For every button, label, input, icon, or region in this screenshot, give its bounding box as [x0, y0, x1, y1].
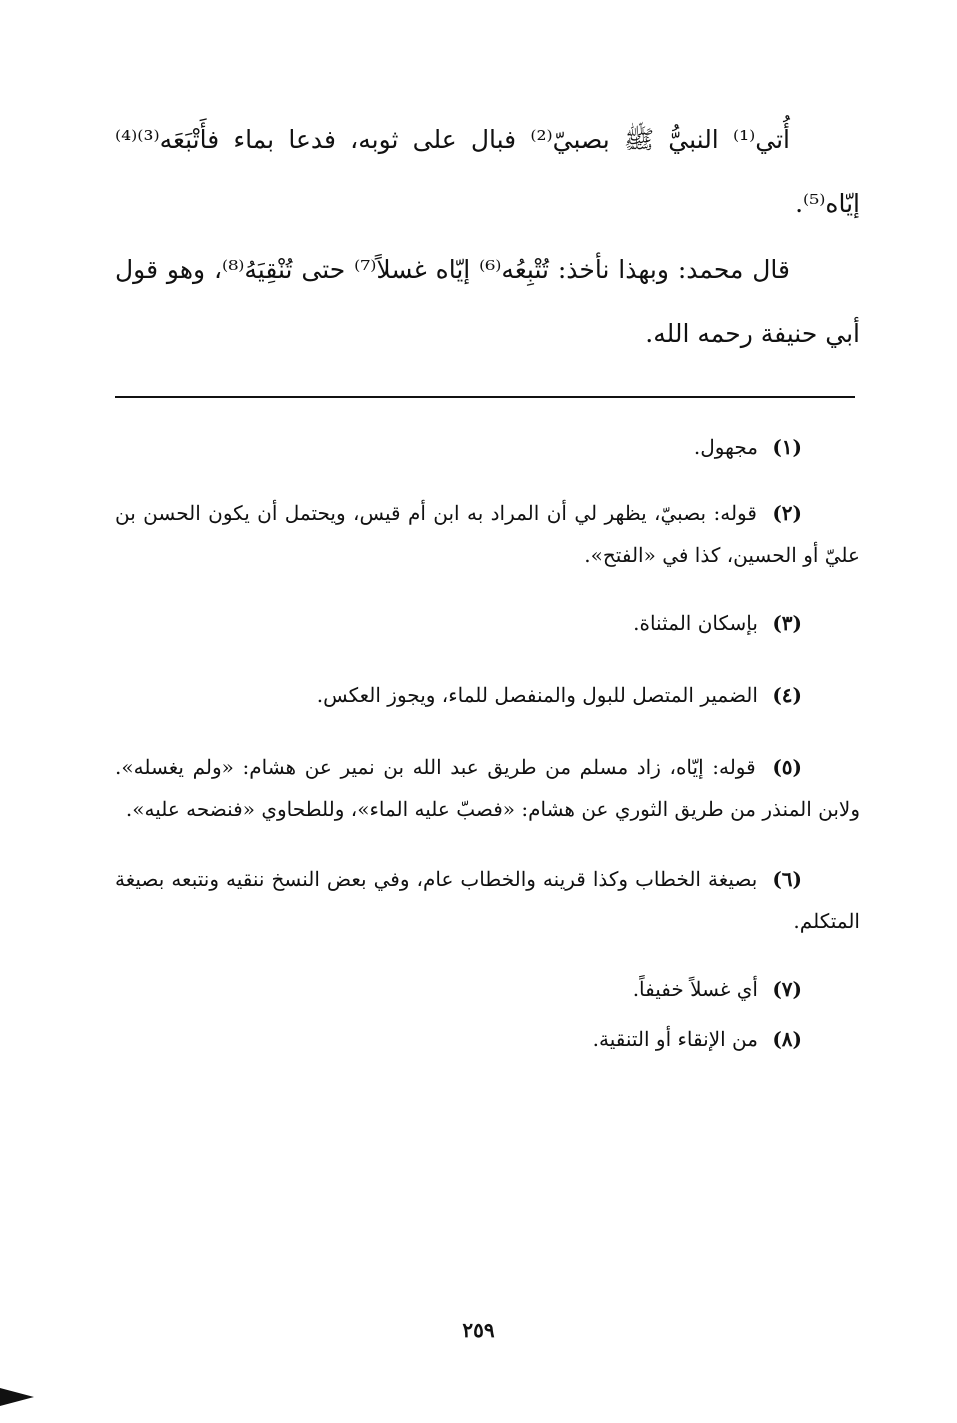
footnote-8: [115, 1018, 860, 1060]
main-paragraph-hadith: أُتي⁽¹⁾ النبيُّ ﷺ بصبيّ⁽²⁾ فبال على ثوبه، فدعا بماء فأَتْبَعَه⁽³⁾⁽⁴⁾ إيّاه⁽⁵⁾.: [115, 125, 860, 218]
footnote-number: (١): [772, 435, 802, 459]
footnote-number: (٦): [772, 867, 802, 891]
footnote-text: قوله: بصبيّ، يظهر لي أن المراد به ابن أم قيس، ويحتمل أن يكون الحسن بن عليّ أو الحسين، كذا في «الفتح».: [115, 501, 860, 567]
footnote-5: [115, 746, 860, 830]
footnote-2: [115, 492, 860, 576]
page-number: ٢٥٩: [462, 1318, 495, 1342]
footnote-3: [115, 602, 860, 644]
scan-corner-mark: [0, 1388, 34, 1406]
footnote-text: بإسكان المثناة.: [633, 611, 758, 635]
footnote-number: (٣): [772, 611, 802, 635]
footnote-divider: [115, 396, 855, 398]
footnotes: [115, 418, 860, 1060]
footnote-4: [115, 674, 860, 716]
footnote-1: [115, 426, 860, 468]
footnote-number: (٧): [772, 977, 802, 1001]
footnote-number: (٥): [772, 755, 802, 779]
footnote-text: بصيغة الخطاب وكذا قرينه والخطاب عام، وفي بعض النسخ ننقيه ونتبعه بصيغة المتكلم.: [115, 867, 860, 933]
footnote-text: قوله: إيّاه، زاد مسلم من طريق عبد الله بن نمير عن هشام: «ولم يغسله». ولابن المنذر من طريق الثوري عن هشام: «فصبّ عليه الماء»، وللطحاوي «فنضحه عليه».: [115, 755, 860, 821]
footnote-number: (٨): [772, 1027, 802, 1051]
main-paragraph-commentary: قال محمد: وبهذا نأخذ: تُتْبِعُه⁽⁶⁾ إيّاه غسلاً⁽⁷⁾ حتى تُنْقِيَهُ⁽⁸⁾، وهو قول أبي حنيفة رحمه الله.: [115, 255, 860, 348]
footnote-text: أي غسلاً خفيفاً.: [632, 977, 758, 1001]
footnote-number: (٤): [772, 683, 802, 707]
footnote-6: [115, 858, 860, 942]
footnote-text: مجهول.: [693, 435, 758, 459]
footnote-text: الضمير المتصل للبول والمنفصل للماء، ويجوز العكس.: [316, 683, 758, 707]
footnote-7: [115, 968, 860, 1010]
main-text: [115, 108, 860, 368]
footnote-text: من الإنقاء أو التنقية.: [592, 1027, 758, 1051]
footnote-number: (٢): [772, 501, 803, 525]
